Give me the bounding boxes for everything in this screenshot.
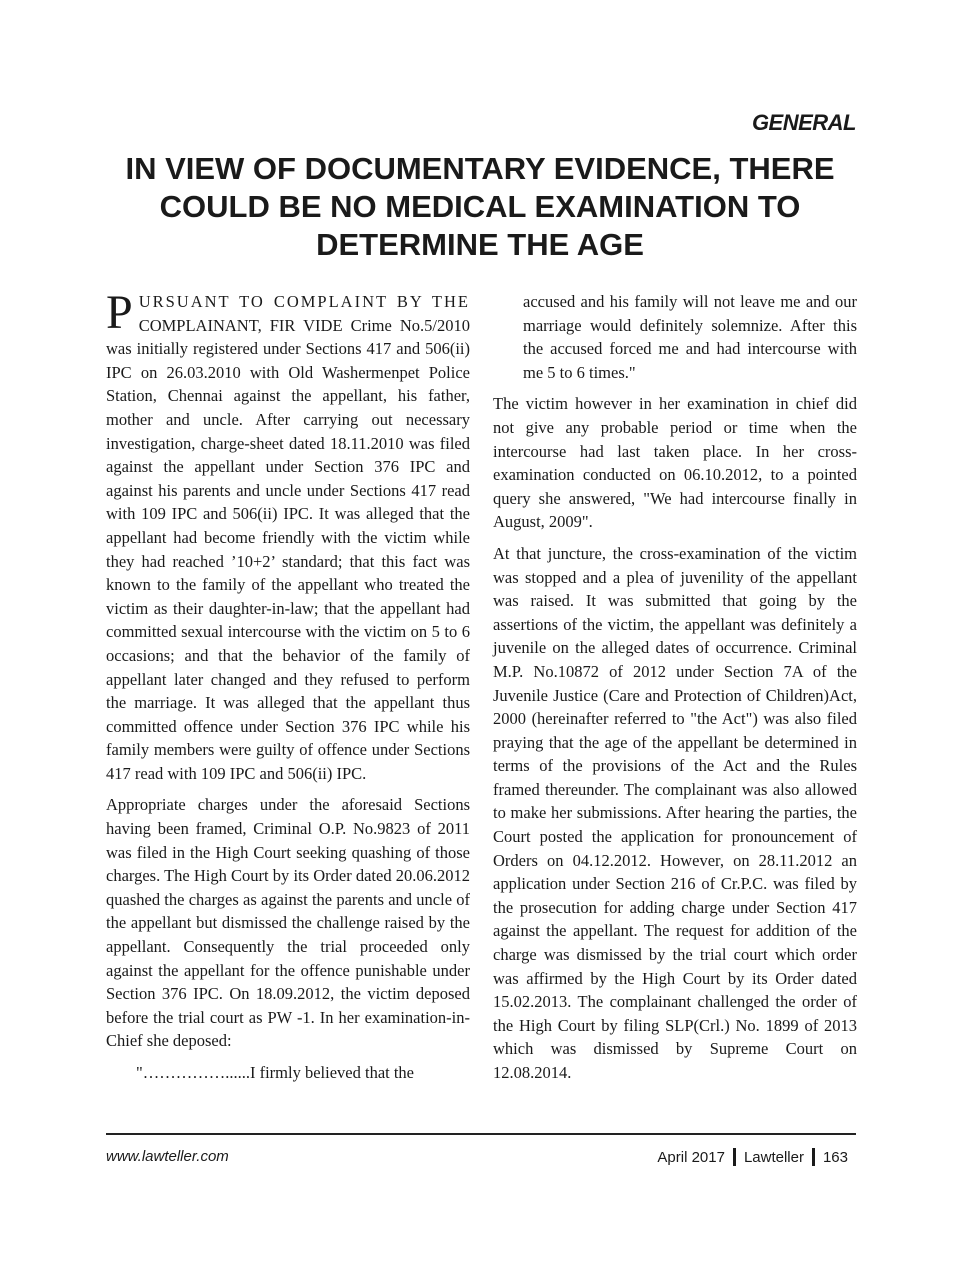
left-column [106,286,470,1093]
paragraph-text: COMPLAINANT, FIR VIDE Crime No.5/2010 was initially registered under Sections 417 and 506(ii) IPC on 26.03.2010 with Old Washermenpet Police Station, Chennai against the appellant, his father, mother and uncle. After carrying out necessary investigation, charge-sheet dated 18.11.2010 was filed against the appellant under Section 376 IPC and against his parents and uncle under Sections 417 read with 109 IPC and 506(ii) IPC. It was alleged that the appellant had become friendly with the victim while they had reached ’10+2’ standard; that this fact was known to the family of the appellant who treated the victim as their daughter-in-law; that the appellant had committed sexual intercourse with the victim on 5 to 6 occasions; and that the behavior of the family of appellant later changed and they refused to perform the marriage. It was alleged that the appellant thus committed offence under Section 376 IPC while his family members were guilty of offence under Sections 417 read with 109 IPC and 506(ii) IPC. [106,315,470,783]
website-link[interactable]: www.lawteller.com [106,1148,229,1165]
quote-start: "……………......I firmly believed that the [136,1063,415,1082]
paragraph: The victim however in her examination in chief did not give any probable period or time when the intercourse had last taken place. In her cross-examination conducted on 06.10.2012, to a pointed query she answered, "We had intercourse finally in August, 2009". [493,394,857,532]
section-label: GENERAL [751,110,856,135]
footer-divider [106,1133,856,1135]
quote-continuation: accused and his family will not leave me and our marriage would definitely solemnize. After this the accused forced me and had intercourse with me 5 to 6 times." [523,292,857,382]
paragraph: At that juncture, the cross-examination of the victim was stopped and a plea of juvenility of the appellant was raised. It was submitted that going by the assertions of the victim, the appellant was definitely a juvenile on the alleged dates of occurrence. Criminal M.P. No.10872 of 2012 under Section 7A of the Juvenile Justice (Care and Protection of Children)Act, 2000 (hereinafter referred to "the Act") was also filed praying that the age of the appellant be determined in terms of the provisions of the Act and the Rules framed thereunder. The complainant was also allowed to make her submissions. After hearing the parties, the Court posted the application for pronouncement of Orders on 04.12.2012. However, on 28.11.2012 an application under Section 216 of Cr.P.C. was filed by the prosecution for adding charge under Section 417 against the appellant. The request for addition of the charge was dismissed by the trial court which order was affirmed by the High Court by its Order dated 15.02.2013. The complainant challenged the order of the High Court by filing SLP(Crl.) No. 1899 of 2013 which was dismissed by Supreme Court on 12.08.2014. [493,543,857,1082]
lead-in: URSUANT TO COMPLAINT BY THE [138,292,470,311]
title-line: IN VIEW OF DOCUMENTARY EVIDENCE, THERE [125,151,835,186]
title-line: DETERMINE THE AGE [316,227,644,262]
footer-separator [733,1148,736,1166]
footer-info [657,1148,848,1166]
footer-separator [812,1148,815,1166]
paragraph: Appropriate charges under the aforesaid Sections having been framed, Criminal O.P. No.9823 of 2011 was filed in the High Court seeking quashing of those charges. The High Court by its Order dated 20.06.2012 quashed the charges as against the parents and uncle of the appellant but dismissed the challenge raised by the appellant. Consequently the trial proceeded only against the appellant for the offence punishable under Section 376 IPC. On 18.09.2012, the victim deposed before the trial court as PW -1. In her examination-in-Chief she deposed: [106,795,470,1051]
right-column [493,290,857,1093]
publication-name: Lawteller [743,1148,804,1166]
issue-date: April 2017 [657,1148,725,1166]
article-title [100,150,860,264]
title-line: COULD BE NO MEDICAL EXAMINATION TO [159,189,801,224]
page-number: 163 [822,1148,848,1166]
paragraph [106,286,470,785]
drop-cap: P [106,286,133,339]
